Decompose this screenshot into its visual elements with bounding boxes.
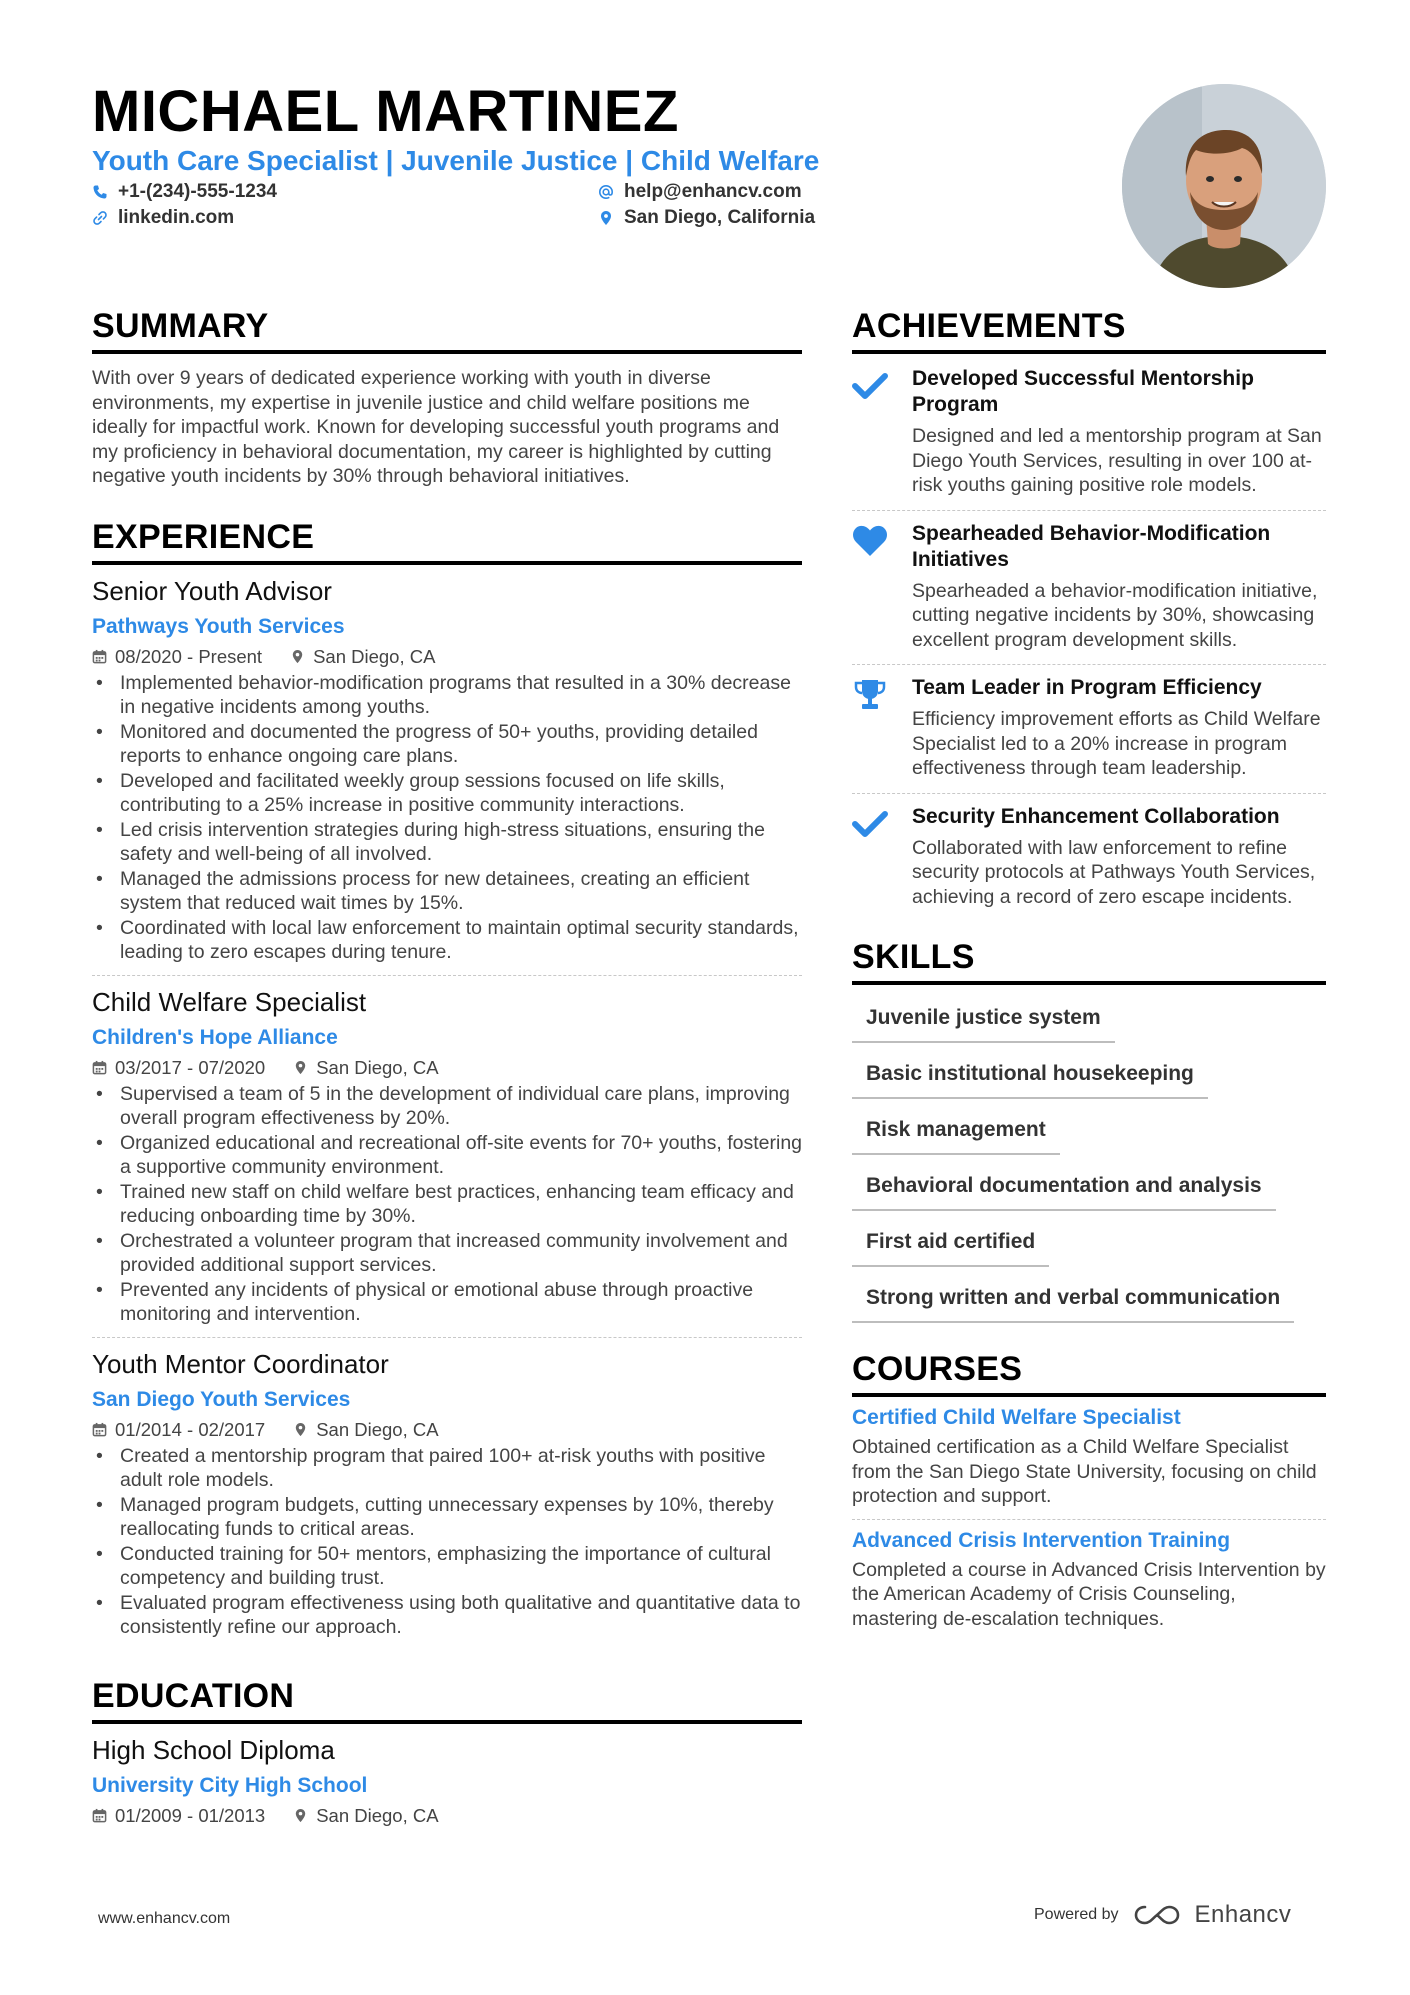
location-text: San Diego, California bbox=[624, 207, 816, 228]
achievements-section bbox=[852, 306, 1326, 921]
job-meta bbox=[92, 1418, 802, 1442]
job-company[interactable]: Pathways Youth Services bbox=[92, 614, 345, 638]
footer-powered-by[interactable] bbox=[1034, 1901, 1291, 1929]
calendar-icon bbox=[92, 649, 107, 664]
list-item: • Evaluated program effectiveness using both qualitative and quantitative data to consistently refine our approach. bbox=[92, 1591, 802, 1640]
list-item: • Developed and facilitated weekly group sessions focused on life skills, contributing to a 25% increase in positive community interactions. bbox=[92, 769, 802, 818]
course-title[interactable]: Advanced Crisis Intervention Training bbox=[852, 1528, 1231, 1552]
skills-section bbox=[852, 937, 1326, 1337]
location-pin-icon bbox=[598, 210, 614, 226]
left-column bbox=[92, 306, 802, 1838]
calendar-icon bbox=[92, 1422, 107, 1437]
job-dates: 03/2017 - 07/2020 bbox=[92, 1056, 265, 1080]
location-pin-icon bbox=[293, 1060, 308, 1075]
job-location: San Diego, CA bbox=[293, 1418, 438, 1442]
list-item: • Orchestrated a volunteer program that increased community involvement and provided additional support services. bbox=[92, 1229, 802, 1278]
experience-heading: EXPERIENCE bbox=[92, 517, 802, 565]
job-meta bbox=[92, 645, 802, 669]
course-desc: Completed a course in Advanced Crisis Intervention by the American Academy of Crisis Counseling, mastering de-escalation techniques. bbox=[852, 1558, 1326, 1630]
achievement-title: Team Leader in Program Efficiency bbox=[912, 676, 1262, 699]
summary-heading: SUMMARY bbox=[92, 306, 802, 354]
skill-tag: First aid certified bbox=[852, 1225, 1049, 1267]
list-item: • Coordinated with local law enforcement to maintain optimal security standards, leading to zero escapes during tenure. bbox=[92, 916, 802, 965]
course-desc: Obtained certification as a Child Welfare Specialist from the San Diego State University, focusing on child protection and support. bbox=[852, 1436, 1317, 1507]
achievement-item bbox=[852, 664, 1326, 793]
school-name[interactable]: University City High School bbox=[92, 1773, 368, 1797]
list-item: • Managed the admissions process for new detainees, creating an efficient system that reduced wait times by 15%. bbox=[92, 867, 802, 916]
course-title[interactable]: Certified Child Welfare Specialist bbox=[852, 1406, 1181, 1429]
skill-tag: Strong written and verbal communication bbox=[852, 1281, 1294, 1323]
education-heading: EDUCATION bbox=[92, 1676, 802, 1724]
job-bullets bbox=[92, 1082, 802, 1327]
courses-heading: COURSES bbox=[852, 1349, 1326, 1397]
skills-heading: SKILLS bbox=[852, 937, 1326, 985]
heart-icon bbox=[852, 523, 888, 559]
list-item: • Created a mentorship program that paired 100+ at-risk youths with positive adult role models. bbox=[92, 1444, 802, 1493]
achievement-title: Developed Successful Mentorship Program bbox=[912, 367, 1254, 416]
list-item: • Conducted training for 50+ mentors, emphasizing the importance of cultural competency and building trust. bbox=[92, 1542, 802, 1591]
job-entry bbox=[92, 975, 802, 1337]
skill-tag: Behavioral documentation and analysis bbox=[852, 1169, 1276, 1211]
job-entry bbox=[92, 575, 802, 975]
list-item: • Organized educational and recreational off-site events for 70+ youths, fostering a supportive community environment. bbox=[92, 1131, 802, 1180]
at-icon bbox=[598, 184, 614, 200]
education-entry bbox=[92, 1734, 802, 1838]
achievement-desc: Spearheaded a behavior-modification initiative, cutting negative incidents by 30%, showcasing excellent program development skills. bbox=[912, 579, 1318, 651]
job-title: Youth Mentor Coordinator bbox=[92, 1348, 389, 1379]
powered-by-label: Powered by bbox=[1034, 1906, 1119, 1923]
education-location: San Diego, CA bbox=[293, 1804, 438, 1828]
achievement-item bbox=[852, 793, 1326, 922]
achievement-desc: Collaborated with law enforcement to refine security protocols at Pathways Youth Services, achieving a record of zero escape incidents. bbox=[912, 836, 1316, 908]
job-meta bbox=[92, 1056, 802, 1080]
achievement-desc: Efficiency improvement efforts as Child Welfare Specialist led to a 20% increase in program effectiveness through team leadership. bbox=[912, 708, 1321, 779]
achievement-item bbox=[852, 354, 1326, 510]
location-pin-icon bbox=[293, 1808, 308, 1823]
trophy-icon bbox=[852, 677, 888, 713]
contact-location bbox=[598, 206, 815, 230]
location-pin-icon bbox=[290, 649, 305, 664]
experience-section bbox=[92, 517, 802, 1650]
check-icon bbox=[852, 368, 888, 404]
achievements-heading: ACHIEVEMENTS bbox=[852, 306, 1326, 354]
courses-section bbox=[852, 1349, 1326, 1641]
job-bullets bbox=[92, 671, 802, 965]
achievement-title: Spearheaded Behavior-Modification Initiatives bbox=[912, 521, 1271, 571]
link-icon bbox=[92, 210, 108, 226]
job-entry bbox=[92, 1337, 802, 1650]
job-company[interactable]: San Diego Youth Services bbox=[92, 1387, 351, 1411]
list-item: • Prevented any incidents of physical or emotional abuse through proactive monitoring and intervention. bbox=[92, 1278, 802, 1327]
education-meta bbox=[92, 1804, 802, 1828]
check-icon bbox=[852, 806, 888, 842]
contact-linkedin[interactable] bbox=[92, 206, 234, 230]
course-item bbox=[852, 1519, 1326, 1642]
list-item: • Monitored and documented the progress of 50+ youths, providing detailed reports to enhance ongoing care plans. bbox=[92, 720, 802, 769]
job-location: San Diego, CA bbox=[290, 645, 435, 669]
right-column bbox=[852, 306, 1326, 1641]
contact-email[interactable] bbox=[598, 180, 802, 204]
list-item: • Supervised a team of 5 in the development of individual care plans, improving overall program effectiveness by 20%. bbox=[92, 1082, 802, 1131]
summary-text: With over 9 years of dedicated experience working with youth in diverse environments, my expertise in juvenile justice and child welfare positions me ideally for impactful work. Known for developing successful youth programs and my proficiency in behavioral documentation, my career is highlighted by cutting negative youth incidents by 30% through behavioral initiatives. bbox=[92, 367, 780, 487]
list-item: • Implemented behavior-modification programs that resulted in a 30% decrease in negative incidents among youths. bbox=[92, 671, 802, 720]
phone-text: +1-(234)-555-1234 bbox=[118, 181, 277, 202]
location-pin-icon bbox=[293, 1422, 308, 1437]
contact-phone[interactable] bbox=[92, 180, 277, 204]
summary-section bbox=[92, 306, 802, 489]
candidate-title: Youth Care Specialist | Juvenile Justice | Child Welfare bbox=[92, 145, 820, 176]
job-location: San Diego, CA bbox=[293, 1056, 438, 1080]
list-item: • Managed program budgets, cutting unnecessary expenses by 10%, thereby reallocating funds to critical areas. bbox=[92, 1493, 802, 1542]
skill-tag: Basic institutional housekeeping bbox=[852, 1057, 1208, 1099]
list-item: • Led crisis intervention strategies during high-stress situations, ensuring the safety and well-being of all involved. bbox=[92, 818, 802, 867]
achievement-desc: Designed and led a mentorship program at San Diego Youth Services, resulting in over 100 at-risk youths gaining positive role models. bbox=[912, 425, 1322, 496]
job-dates: 08/2020 - Present bbox=[92, 645, 262, 669]
achievement-title: Security Enhancement Collaboration bbox=[912, 804, 1280, 828]
phone-icon bbox=[92, 184, 108, 200]
email-text: help@enhancv.com bbox=[624, 181, 802, 202]
enhancv-brand: Enhancv bbox=[1194, 1901, 1292, 1928]
achievement-item bbox=[852, 510, 1326, 665]
profile-photo bbox=[1122, 84, 1326, 288]
education-dates: 01/2009 - 01/2013 bbox=[92, 1804, 265, 1828]
skill-tag: Risk management bbox=[852, 1113, 1060, 1155]
calendar-icon bbox=[92, 1808, 107, 1823]
calendar-icon bbox=[92, 1060, 107, 1075]
job-dates: 01/2014 - 02/2017 bbox=[92, 1418, 265, 1442]
education-section bbox=[92, 1676, 802, 1838]
skills-list bbox=[852, 1001, 1326, 1337]
skill-tag: Juvenile justice system bbox=[852, 1001, 1115, 1043]
footer-website[interactable]: www.enhancv.com bbox=[98, 1910, 231, 1927]
list-item: • Trained new staff on child welfare best practices, enhancing team efficacy and reducing onboarding time by 30%. bbox=[92, 1180, 802, 1229]
job-title: Child Welfare Specialist bbox=[92, 986, 367, 1017]
degree-title: High School Diploma bbox=[92, 1734, 335, 1765]
job-title: Senior Youth Advisor bbox=[92, 575, 332, 606]
avatar bbox=[1122, 84, 1326, 288]
linkedin-text: linkedin.com bbox=[118, 207, 235, 228]
course-item bbox=[852, 1397, 1326, 1519]
job-company[interactable]: Children's Hope Alliance bbox=[92, 1025, 338, 1049]
candidate-name: MICHAEL MARTINEZ bbox=[92, 79, 679, 144]
enhancv-logo-icon bbox=[1133, 1903, 1181, 1927]
job-bullets bbox=[92, 1444, 802, 1640]
